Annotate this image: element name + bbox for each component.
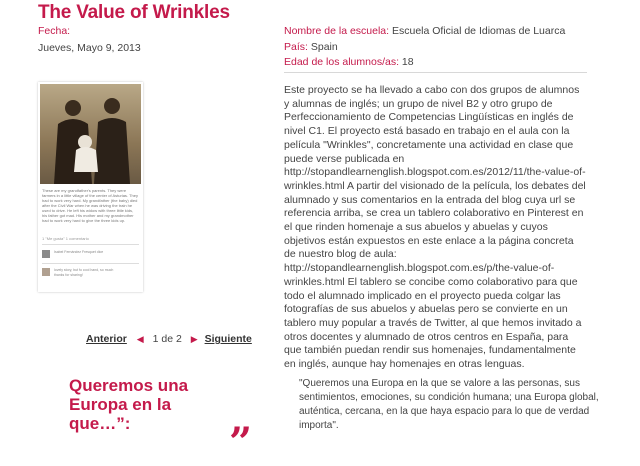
quote-text: "Queremos una Europa en la que se valore a las personas, sus sentimientos, emociones, su condición humana; una Europa global, auténtica, cercana, en la que haya espacio para lo que de verdad importa". (299, 378, 599, 431)
photo-comment-2: lovely story, but fo cool hand, so much thanks for sharing! (54, 268, 114, 277)
photo-divider (42, 263, 139, 264)
next-arrow-icon[interactable]: ▶ (190, 334, 198, 344)
school-row (284, 25, 565, 38)
age-label: Edad de los alumnos/as: (284, 56, 399, 68)
prev-link[interactable]: Anterior (86, 333, 127, 345)
photo-likes: 1 "Me gusta" 1 comentario (42, 236, 89, 241)
school-label: Nombre de la escuela: (284, 25, 390, 37)
date-value: Jueves, Mayo 9, 2013 (38, 42, 141, 54)
quote-mark-icon: ” (229, 419, 253, 466)
pagination (86, 333, 252, 347)
date-label: Fecha: (38, 25, 71, 37)
page-title: The Value of Wrinkles (38, 2, 230, 23)
next-link[interactable]: Siguiente (204, 333, 252, 345)
school-value: Escuela Oficial de Idiomas de Luarca (391, 25, 566, 37)
country-value: Spain (310, 41, 338, 53)
age-row (284, 56, 414, 69)
prev-arrow-icon[interactable]: ◀ (136, 334, 144, 344)
commenter-avatar (42, 268, 50, 276)
project-description: Este proyecto se ha llevado a cabo con dos grupos de alumnos y alumnas de inglés; un grupo de nivel B2 y otro grupo de Perfeccionamiento de Competencias Lingüísticas en inglés de nivel C1. El proyecto está basado en trabajo en el aula con la película "Wrinkles", concretamente una actividad en clase que puede verse publicada en http://stopandlearnenglish.blogspot.com.es/2012/11/the-value-of-wrinkles.html A partir del visionado de la película, los debates del alumnado y sus comentarios en la entrada del blog cuya url se referencia arriba, se crea un tablero colaborativo en Pinterest en el que rinden homenaje a sus abuelos y abuelas y cuyos objetivos están expuestos en este enlace a la página concreta de nuestro blog de aula: http://stopandlearnenglish.blogspot.com.es/p/the-value-of-wrinkles.html El tablero se concibe como colaborativo para que todo el alumnado implicado en el proyecto pueda colgar las fotografías de sus abuelos y abuelas pero se convierte en un tablero muy popular a través de Twitter, al que hemos invitado a otros docentes y alumnado de otros centros en España, para que también puedan rendir sus homenajes, fundamentalmente en inglés, aunque hay homenajes en otras lenguas. (284, 84, 586, 371)
country-label: País: (284, 41, 308, 53)
photo-caption: These are my grandfather's parents. They were farmers in a little village of the center of Asturias. They had to work very hard. My grandfather (the baby) died after the Civil War when he was driving the train he used to drive. He left his widow with three little kids, his father got mad. His mother and my grandmother had to work very hard to give the three kids up. (42, 188, 138, 223)
family-photo-figures (40, 84, 141, 184)
age-value: 18 (401, 56, 414, 68)
quote-heading: Queremos una Europa en la que…”: (69, 376, 189, 433)
family-photo (40, 84, 141, 184)
divider (284, 72, 587, 73)
page-info: 1 de 2 (152, 333, 182, 345)
project-photo-card[interactable] (38, 82, 143, 292)
country-row (284, 41, 338, 54)
date-block (38, 25, 141, 55)
commenter-avatar (42, 250, 50, 258)
photo-comment-1: Isabel Fernández Fresquet dice (54, 250, 104, 254)
photo-divider (42, 244, 139, 245)
